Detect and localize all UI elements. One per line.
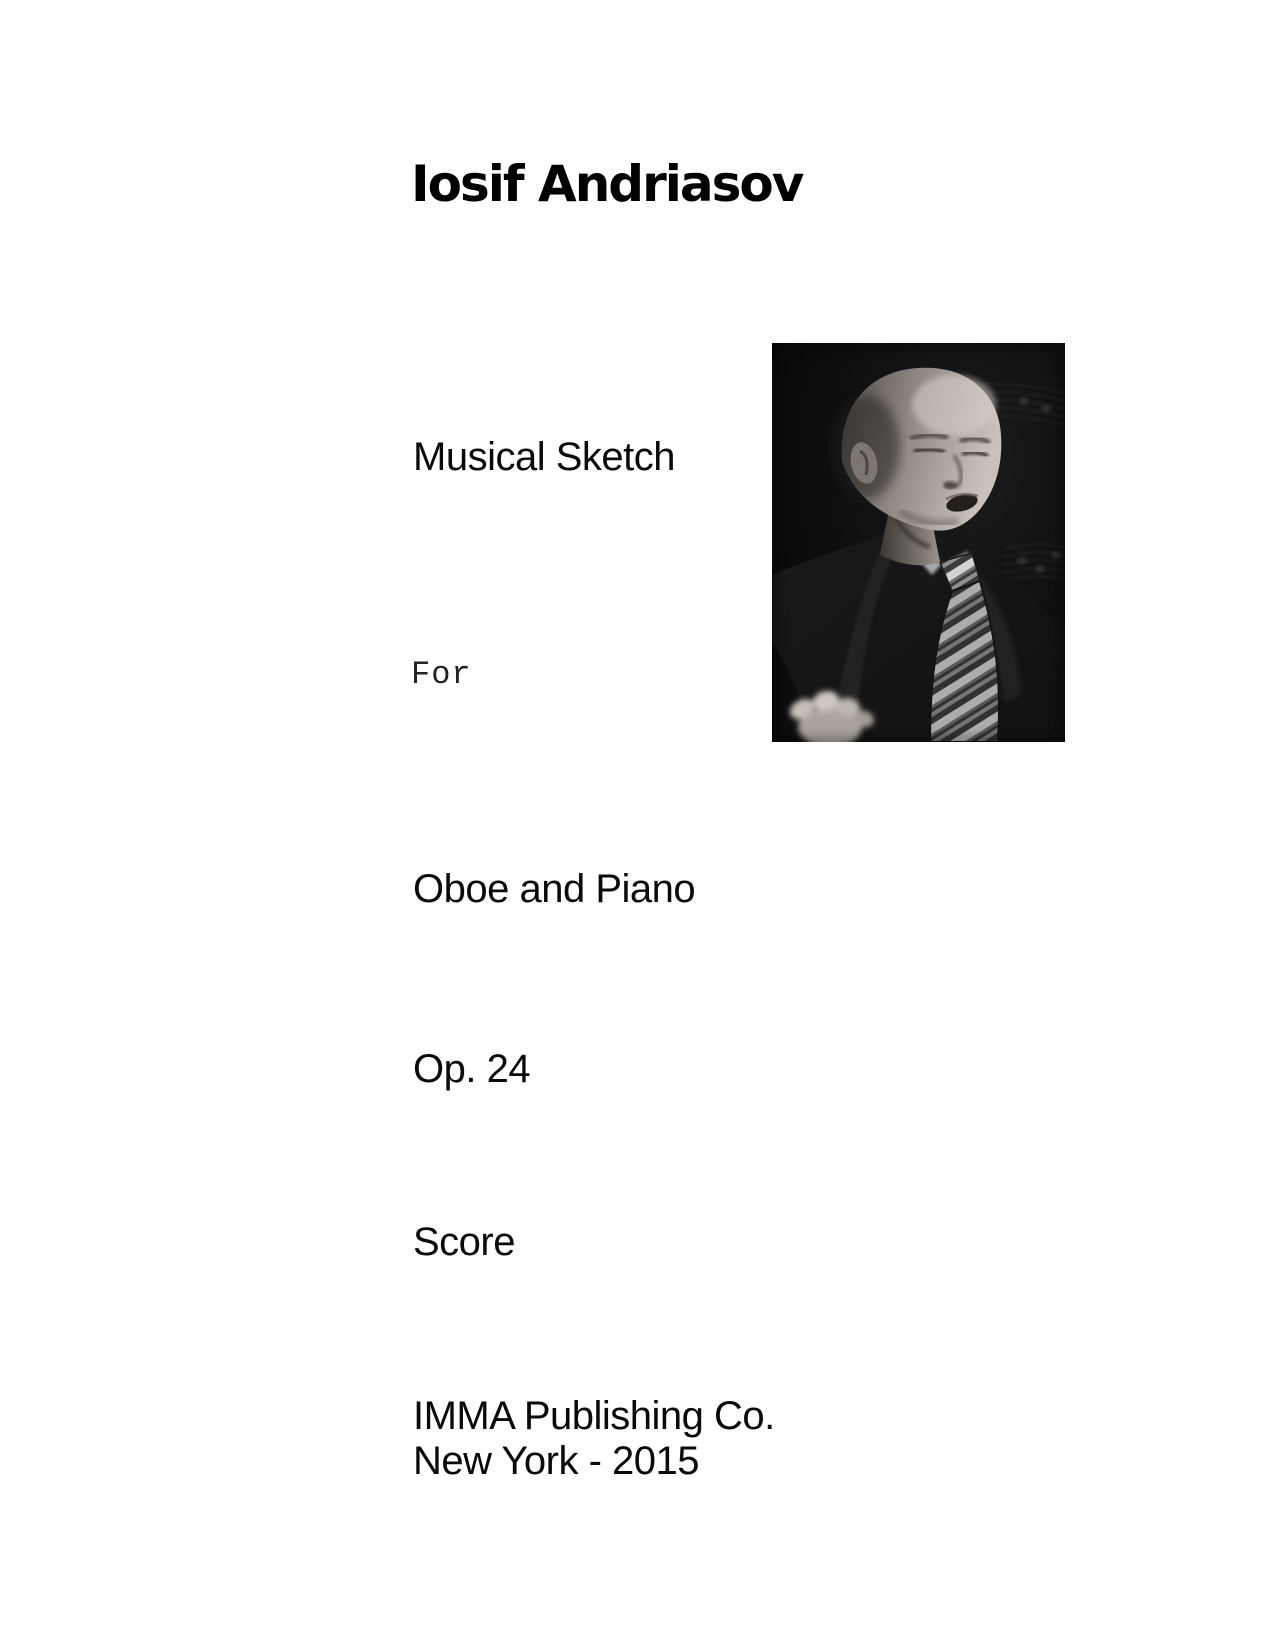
publisher-block: [413, 1394, 775, 1484]
composer-photo: [772, 343, 1065, 742]
instrumentation: Oboe and Piano: [413, 867, 696, 911]
piece-title: Musical Sketch: [413, 435, 675, 479]
publisher-location-year: New York - 2015: [413, 1439, 700, 1483]
for-label: For: [411, 656, 472, 693]
score-label: Score: [413, 1220, 515, 1264]
publisher-name: IMMA Publishing Co.: [413, 1394, 775, 1438]
opus-number: Op. 24: [413, 1047, 531, 1091]
composer-name: Iosif Andriasov: [411, 155, 803, 213]
